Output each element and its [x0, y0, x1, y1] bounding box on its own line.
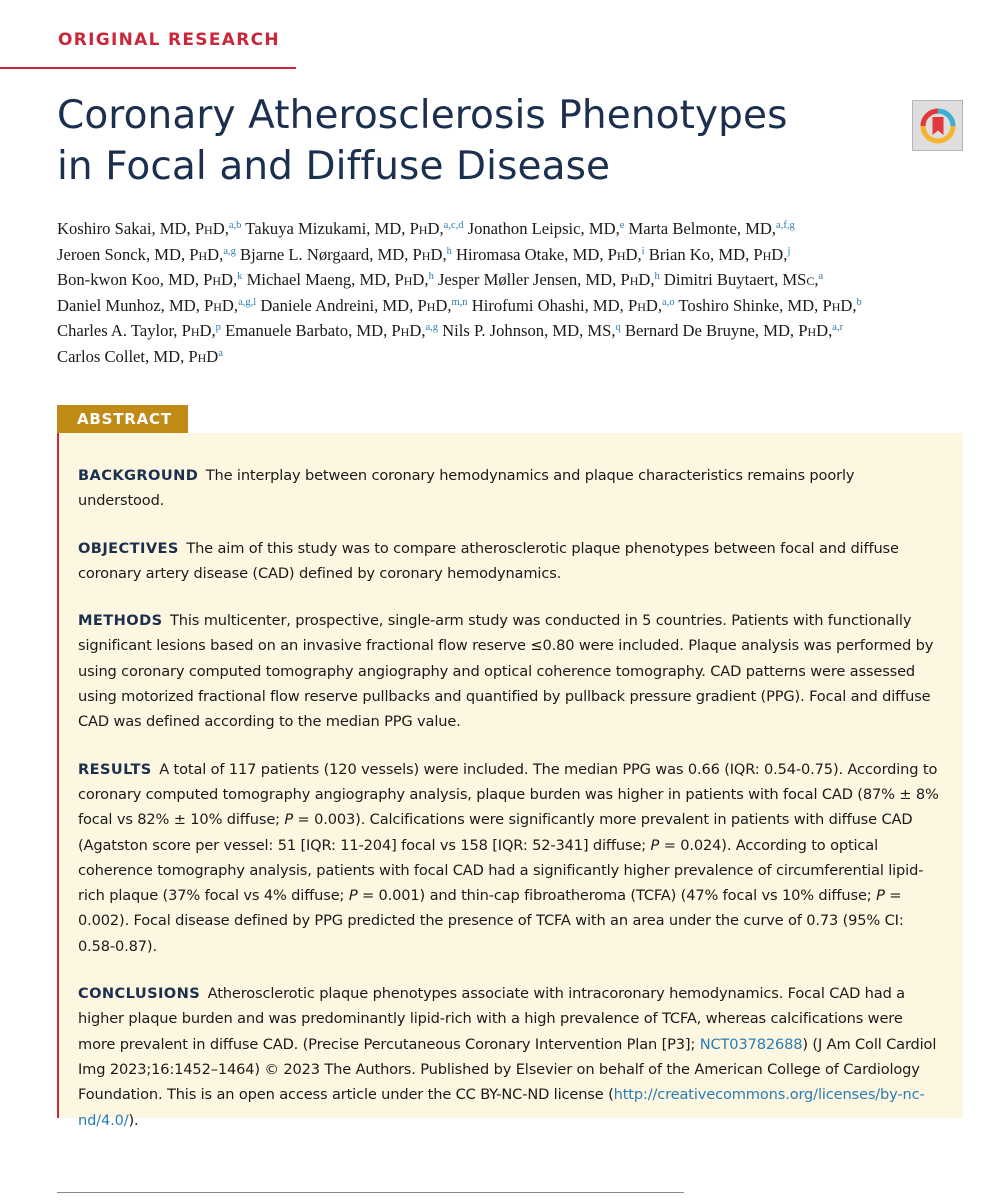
author-affiliation[interactable]: a,f,g [776, 220, 795, 231]
author-affiliation[interactable]: k [237, 271, 243, 283]
abstract-box [57, 433, 963, 1129]
author-degree: PhD [409, 219, 440, 238]
author-affiliation[interactable]: j [787, 245, 791, 257]
abstract-tab: ABSTRACT [57, 405, 188, 433]
section-rule [0, 67, 296, 69]
conclusions-text-3: ). [128, 1111, 139, 1129]
author-degree: PhD [620, 270, 651, 290]
author-name: Michael Maeng, MD, PhD,$^h$ [246, 270, 434, 290]
author-degree: PhD [189, 244, 220, 264]
results-heading: RESULTS [78, 760, 152, 778]
footer-rule [57, 1192, 684, 1193]
author-name: Jeroen Sonck, MD, PhD,$^{a,g}$ [57, 244, 236, 264]
background-text: The interplay between coronary hemodynamics and plaque characteristics remains poorly understood. [78, 467, 855, 510]
author-name: Dimitri Buytaert, MSc,$^a$ [663, 270, 824, 290]
author-name: Hirofumi Ohashi, MD, PhD,$^{a,o}$ [471, 295, 675, 315]
abstract-results [78, 757, 944, 959]
author-degree: PhD [417, 295, 448, 315]
author-affiliation[interactable]: i [641, 245, 645, 257]
objectives-text: The aim of this study was to compare atherosclerotic plaque phenotypes between focal and diffuse coronary artery disease (CAD) defined by coronary hemodynamics. [78, 539, 899, 582]
author-degree: MSc [782, 270, 815, 290]
author-degree: PhD [798, 321, 829, 341]
author-degree: PhD [188, 346, 219, 366]
title-line-2: in Focal and Diffuse Disease [57, 144, 611, 189]
author-degree: PhD [181, 321, 212, 341]
author-affiliation[interactable]: b [856, 296, 862, 308]
background-heading: BACKGROUND [78, 467, 199, 484]
results-text-5: = 0.002). Focal disease defined by PPG predicted the presence of TCFA with an area under the curve of 0.73 (95% CI: 0.58-0.87). [78, 887, 904, 955]
author-name: Jonathon Leipsic, MD,$^e$ [467, 219, 625, 238]
author-affiliation[interactable]: h [446, 245, 452, 257]
author-name: Brian Ko, MD, PhD,$^j$ [648, 244, 791, 264]
author-name: Koshiro Sakai, MD, PhD,$^{a,b}$ [57, 219, 242, 238]
abstract-methods [78, 608, 944, 734]
author-degree: PhD [753, 244, 784, 264]
results-text-4: = 0.001) and thin-cap fibroatheroma (TCFA) (47% focal vs 10% diffuse; [357, 887, 877, 905]
p-value-symbol: P [284, 811, 294, 829]
author-name: Nils P. Johnson, MD, MS,$^q$ [442, 321, 621, 341]
author-name: Bjarne L. Nørgaard, MD, PhD,$^h$ [240, 244, 452, 264]
author-degree: PhD [822, 295, 853, 315]
author-degree: PhD [194, 219, 225, 238]
crossmark-button[interactable] [912, 100, 963, 151]
abstract-conclusions [78, 981, 944, 1133]
author-affiliation[interactable]: a,b [228, 220, 242, 231]
author-affiliation[interactable]: m,n [451, 296, 468, 308]
author-list [57, 216, 972, 370]
author-affiliation[interactable]: a,g [223, 245, 236, 257]
results-text-3: = 0.024). According to optical coherence tomography analysis, patients with focal CAD had a significantly higher prevalence of circumferential lipid-rich plaque (37% focal vs 4% diffuse; [78, 836, 924, 905]
author-name: Carlos Collet, MD, PhD$^a$ [57, 346, 223, 366]
author-affiliation[interactable]: a,c,d [443, 220, 464, 231]
crossmark-icon [920, 108, 956, 144]
abstract-objectives [78, 536, 944, 587]
author-degree: PhD [627, 295, 658, 315]
article-title [57, 90, 857, 192]
title-line-1: Coronary Atherosclerosis Phenotypes [57, 93, 788, 138]
author-degree: PhD [394, 270, 425, 290]
p-value-symbol: P [876, 887, 885, 905]
author-degree: PhD [204, 295, 234, 315]
author-affiliation[interactable]: p [215, 322, 221, 334]
methods-text: This multicenter, prospective, single-arm study was conducted in 5 countries. Patients with functionally significant lesions based on an invasive fractional flow reserve ≤0.80 were included. Plaque analysis was performed by using coronary computed tomography angiography and optical coherence tomography. CAD patterns were assessed using motorized fractional flow reserve pullbacks and quantified by pullback pressure gradient (PPG). Focal and diffuse CAD was defined according to the median PPG value. [78, 612, 934, 731]
author-name: Takuya Mizukami, MD, PhD,$^{a,c,d}$ [245, 219, 464, 238]
author-affiliation[interactable]: e [619, 220, 625, 231]
author-name: Marta Belmonte, MD,$^{a,f,g}$ [628, 219, 795, 238]
author-affiliation[interactable]: a,g [425, 322, 439, 334]
author-name: Bernard De Bruyne, MD, PhD,$^{a,r}$ [624, 321, 844, 341]
section-label: ORIGINAL RESEARCH [58, 30, 280, 50]
author-name: Jesper Møller Jensen, MD, PhD,$^h$ [437, 270, 660, 290]
conclusions-text-1: Atherosclerotic plaque phenotypes associate with intracoronary hemodynamics. Focal CAD had a higher plaque burden and was predominantly lipid-rich with a high prevalence of TCFA, whereas calcifications were more prevalent in diffuse CAD. (Precise Percutaneous Coronary Intervention Plan [P3]; [78, 985, 905, 1053]
author-name: Daniel Munhoz, MD, PhD,$^{a,g,l}$ [57, 295, 257, 315]
results-text-1: A total of 117 patients (120 vessels) were included. The median PPG was 0.66 (IQR: 0.54-0.75). According to coronary computed tomography angiography analysis, plaque burden was higher in patients with focal CAD (87% ± 8% focal vs 82% ± 10% diffuse; [78, 760, 939, 829]
author-name: Daniele Andreini, MD, PhD,$^{m,n}$ [260, 295, 468, 315]
author-degree: PhD [391, 321, 422, 341]
author-name: Hiromasa Otake, MD, PhD,$^i$ [456, 244, 645, 264]
author-affiliation[interactable]: a,o [662, 296, 675, 308]
methods-heading: METHODS [78, 612, 163, 630]
author-affiliation[interactable]: a [818, 271, 824, 283]
trial-registration-link[interactable]: NCT03782688 [699, 1035, 803, 1053]
author-name: Toshiro Shinke, MD, PhD,$^b$ [678, 295, 862, 315]
p-value-symbol: P [348, 887, 358, 905]
author-affiliation[interactable]: h [654, 271, 660, 283]
objectives-heading: OBJECTIVES [78, 539, 179, 557]
author-affiliation[interactable]: a [218, 347, 223, 359]
author-degree: PhD [412, 244, 443, 264]
conclusions-heading: CONCLUSIONS [78, 985, 201, 1003]
author-degree: PhD [607, 244, 638, 264]
author-affiliation[interactable]: q [615, 322, 621, 334]
results-text-2: = 0.003). Calcifications were significantly more prevalent in patients with diffuse CAD (Agatston score per vessel: 51 [IQR: 11-204] focal vs 158 [IQR: 52-341] diffuse; [78, 811, 913, 854]
author-affiliation[interactable]: h [428, 271, 434, 283]
author-affiliation[interactable]: a,r [832, 322, 844, 334]
p-value-symbol: P [650, 836, 660, 854]
conclusions-text-2: ) (J Am Coll Cardiol Img 2023;16:1452–1464) © 2023 The Authors. Published by Elsevier on behalf of the American College of Cardiology Foundation. This is an open access article under the CC BY-NC-ND license ( [78, 1035, 937, 1104]
author-affiliation[interactable]: a,g,l [238, 296, 257, 308]
author-name: Charles A. Taylor, PhD,$^p$ [57, 321, 221, 341]
author-name: Emanuele Barbato, MD, PhD,$^{a,g}$ [225, 321, 439, 341]
license-link[interactable]: http://creativecommons.org/licenses/by-nc-nd/4.0/ [78, 1086, 925, 1129]
abstract-background [78, 463, 944, 514]
author-name: Bon-kwon Koo, MD, PhD,$^k$ [57, 270, 243, 290]
author-degree: PhD [203, 270, 234, 290]
